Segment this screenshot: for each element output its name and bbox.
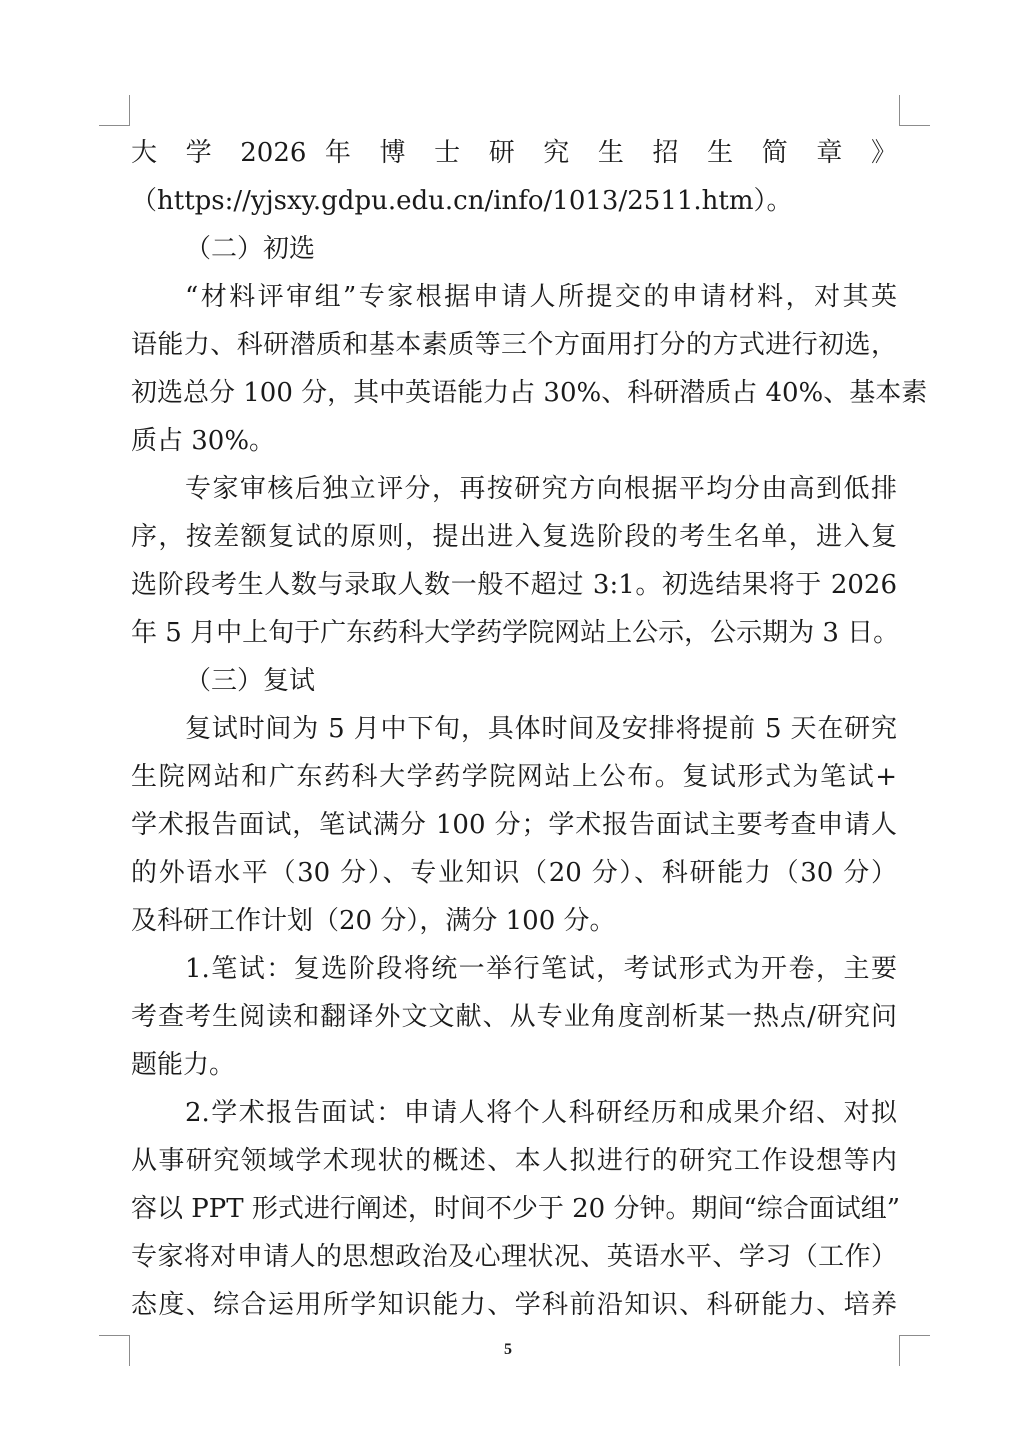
- text-line: 专家将对申请人的思想政治及心理状况、英语水平、学习（工作）: [131, 1242, 897, 1272]
- text-line: 2.学术报告面试：申请人将个人科研经历和成果介绍、对拟: [185, 1098, 897, 1128]
- section-heading: （二）初选: [185, 234, 316, 264]
- text-line: 及科研工作计划（20 分），满分 100 分。: [131, 906, 616, 936]
- text-line: 选阶段考生人数与录取人数一般不超过 3:1。初选结果将于 2026: [131, 570, 897, 600]
- text-line: 的外语水平（30 分）、专业知识（20 分）、科研能力（30 分）: [131, 858, 897, 888]
- section-heading: （三）复试: [185, 666, 316, 696]
- text-line: 1.笔试：复选阶段将统一举行笔试，考试形式为开卷，主要: [185, 954, 897, 984]
- page-number: 5: [504, 1341, 512, 1358]
- text-line: （https://yjsxy.gdpu.edu.cn/info/1013/2511.htm）。: [131, 186, 793, 216]
- text-line: 序，按差额复试的原则，提出进入复选阶段的考生名单，进入复: [131, 522, 897, 552]
- text-line: 语能力、科研潜质和基本素质等三个方面用打分的方式进行初选，: [131, 330, 897, 360]
- text-line: 初选总分 100 分，其中英语能力占 30%、科研潜质占 40%、基本素: [131, 378, 928, 408]
- text-line: 容以 PPT 形式进行阐述，时间不少于 20 分钟。期间“综合面试组”: [131, 1194, 901, 1224]
- text-line: 题能力。: [131, 1050, 236, 1080]
- text-line: 态度、综合运用所学知识能力、学科前沿知识、科研能力、培养: [131, 1290, 897, 1320]
- document-body: [131, 129, 928, 1329]
- text-line: 学术报告面试，笔试满分 100 分；学术报告面试主要考查申请人: [131, 810, 897, 840]
- text-line: 从事研究领域学术现状的概述、本人拟进行的研究工作设想等内: [131, 1146, 897, 1176]
- text-line: “材料评审组”专家根据申请人所提交的申请材料，对其英: [185, 282, 897, 312]
- crop-mark-top-left: [99, 95, 130, 126]
- text-line: 质占 30%。: [131, 426, 276, 456]
- text-line: 专家审核后独立评分，再按研究方向根据平均分由高到低排: [185, 474, 897, 504]
- text-line: 生院网站和广东药科大学药学院网站上公布。复试形式为笔试+: [131, 762, 897, 792]
- text-line: 考查考生阅读和翻译外文文献、从专业角度剖析某一热点/研究问: [131, 1002, 897, 1032]
- text-line: 年 5 月中上旬于广东药科大学药学院网站上公示，公示期为 3 日。: [131, 618, 900, 648]
- text-line: 复试时间为 5 月中下旬，具体时间及安排将提前 5 天在研究: [185, 714, 897, 744]
- crop-mark-top-right: [899, 95, 930, 126]
- text-line: 大 学 2026 年 博 士 研 究 生 招 生 简 章 》: [131, 138, 897, 168]
